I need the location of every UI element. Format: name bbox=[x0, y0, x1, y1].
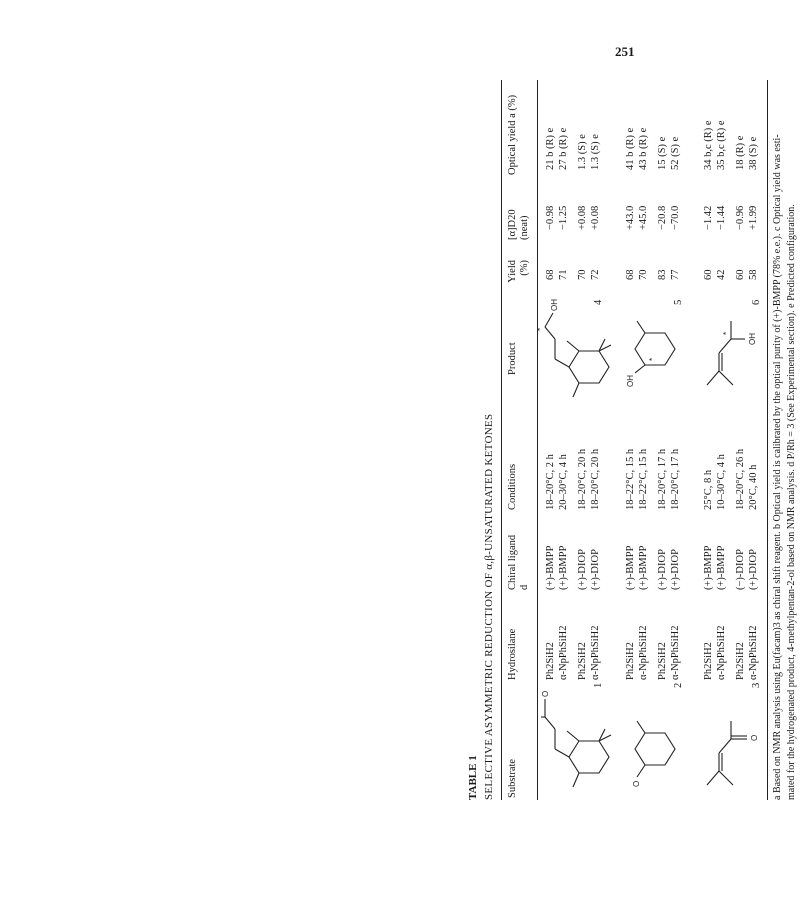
silane: Ph2SiH2 bbox=[577, 642, 588, 680]
optical: 15 (S) e bbox=[657, 136, 668, 170]
header-yield: Yield (%) bbox=[507, 260, 530, 283]
page-number: 251 bbox=[615, 44, 635, 59]
silane: Ph2SiH2 bbox=[703, 642, 714, 680]
header-substrate: Substrate bbox=[507, 758, 518, 798]
oxygen-label: O bbox=[632, 780, 641, 787]
optical: 18 (R) e bbox=[735, 135, 746, 170]
optical: 52 (S) e bbox=[670, 136, 681, 170]
yield: 83 bbox=[657, 269, 668, 280]
optical: 27 b (R) e bbox=[558, 127, 569, 170]
substrate-3-number: 3 bbox=[751, 682, 762, 688]
header-optical: Optical yield a (%) bbox=[507, 94, 518, 175]
conditions: 18–20°C, 20 h bbox=[577, 448, 588, 510]
ligand: (+)-BMPP bbox=[625, 545, 636, 590]
substrate-1-structure bbox=[541, 682, 615, 795]
ligand: (+)-DIOP bbox=[657, 549, 668, 590]
substrate-1-number: 1 bbox=[593, 682, 604, 688]
header-rule bbox=[537, 80, 538, 800]
table-caption: SELECTIVE ASYMMETRIC REDUCTION OF α,β-UNSATURATED KETONES bbox=[483, 413, 495, 800]
product-5-number: 5 bbox=[673, 299, 684, 305]
optical: 43 b (R) e bbox=[638, 127, 649, 170]
conditions: 10–30°C, 4 h bbox=[716, 454, 727, 510]
bottom-rule bbox=[767, 80, 768, 800]
header-ligand: Chiral ligand d bbox=[507, 534, 530, 590]
yield: 58 bbox=[748, 269, 759, 280]
oxygen-label: O bbox=[541, 690, 550, 697]
rotation: +0.08 bbox=[577, 205, 588, 230]
footnote-line-2: mated for the hydrogenated product, 4-methylpentan-2-ol based on NMR analysis. d P/Rh = 3 (See Experimental section). e Predicted configuration. bbox=[786, 204, 797, 800]
rotation: −70.0 bbox=[670, 205, 681, 230]
hydroxyl-label: OH bbox=[748, 333, 757, 345]
yield: 42 bbox=[716, 269, 727, 280]
ligand: (+)-DIOP bbox=[590, 549, 601, 590]
hydroxyl-label: OH bbox=[550, 299, 559, 311]
substrate-2-number: 2 bbox=[673, 682, 684, 688]
yield: 77 bbox=[670, 269, 681, 280]
silane: Ph2SiH2 bbox=[657, 642, 668, 680]
conditions: 18–22°C, 15 h bbox=[638, 448, 649, 510]
ligand: (+)-BMPP bbox=[703, 545, 714, 590]
silane: Ph2SiH2 bbox=[545, 642, 556, 680]
rotation: +45.0 bbox=[638, 205, 649, 230]
yield: 70 bbox=[638, 269, 649, 280]
yield: 60 bbox=[735, 269, 746, 280]
yield: 70 bbox=[577, 269, 588, 280]
ligand: (+)-BMPP bbox=[558, 545, 569, 590]
rotation: −20.8 bbox=[657, 205, 668, 230]
conditions: 18–20°C, 2 h bbox=[545, 454, 556, 510]
conditions: 18–20°C, 17 h bbox=[670, 448, 681, 510]
ligand: (+)-DIOP bbox=[577, 549, 588, 590]
ligand: (+)-DIOP bbox=[748, 549, 759, 590]
product-4-number: 4 bbox=[593, 299, 604, 305]
conditions: 18–20°C, 17 h bbox=[657, 448, 668, 510]
header-rotation: [α]D20 (neat) bbox=[507, 209, 530, 240]
rotation: −0.98 bbox=[545, 205, 556, 230]
rotation: −1.25 bbox=[558, 205, 569, 230]
table-label: TABLE 1 bbox=[467, 755, 479, 800]
optical: 34 b,c (R) e bbox=[703, 120, 714, 170]
stereo-star: * bbox=[722, 331, 731, 335]
ligand: (+)-BMPP bbox=[716, 545, 727, 590]
conditions: 18–20°C, 26 h bbox=[735, 448, 746, 510]
conditions: 20–30°C, 4 h bbox=[558, 454, 569, 510]
optical: 38 (S) e bbox=[748, 136, 759, 170]
rotation: +43.0 bbox=[625, 205, 636, 230]
product-6-number: 6 bbox=[751, 299, 762, 305]
rotation: −1.42 bbox=[703, 205, 714, 230]
oxygen-label: O bbox=[750, 734, 759, 741]
yield: 68 bbox=[625, 269, 636, 280]
rotated-table bbox=[465, 80, 805, 800]
stereo-star: * bbox=[648, 357, 657, 361]
rotation: +1.99 bbox=[748, 205, 759, 230]
ligand: (+)-BMPP bbox=[638, 545, 649, 590]
optical: 41 b (R) e bbox=[625, 127, 636, 170]
conditions: 25°C, 8 h bbox=[703, 469, 714, 510]
silane: Ph2SiH2 bbox=[625, 642, 636, 680]
yield: 71 bbox=[558, 269, 569, 280]
conditions: 18–20°C, 20 h bbox=[590, 448, 601, 510]
header-product: Product bbox=[507, 342, 518, 375]
product-4-structure bbox=[536, 295, 615, 405]
ligand: (+)-DIOP bbox=[670, 549, 681, 590]
optical: 21 b (R) e bbox=[545, 127, 556, 170]
silane: α-NpPhSiH2 bbox=[558, 625, 569, 680]
top-rule bbox=[501, 80, 502, 800]
silane: Ph2SiH2 bbox=[735, 642, 746, 680]
yield: 72 bbox=[590, 269, 601, 280]
conditions: 20°C, 40 h bbox=[748, 464, 759, 510]
silane: α-NpPhSiH2 bbox=[590, 625, 601, 680]
stereo-star: * bbox=[536, 327, 545, 331]
rotation: −0.96 bbox=[735, 205, 746, 230]
optical: 35 b,c (R) e bbox=[716, 120, 727, 170]
footnote-line-1: a Based on NMR analysis using Eu(facam)3 as chiral shift reagent. b Optical yield is calibrated by the optical purity of (+)-BMPP (78% e.e.). c Optical yield was esti- bbox=[772, 134, 783, 800]
substrate-3-structure bbox=[697, 682, 765, 795]
yield: 60 bbox=[703, 269, 714, 280]
conditions: 18–22°C, 15 h bbox=[625, 448, 636, 510]
rotation: −1.44 bbox=[716, 205, 727, 230]
substrate-2-structure bbox=[615, 682, 695, 795]
ligand: (+)-BMPP bbox=[545, 545, 556, 590]
rotation: +0.08 bbox=[590, 205, 601, 230]
ligand: (−)-DIOP bbox=[735, 549, 746, 590]
optical: 1.3 (S) e bbox=[590, 134, 601, 170]
silane: α-NpPhSiH2 bbox=[748, 625, 759, 680]
header-conditions: Conditions bbox=[507, 463, 518, 510]
yield: 68 bbox=[545, 269, 556, 280]
silane: α-NpPhSiH2 bbox=[670, 625, 681, 680]
silane: α-NpPhSiH2 bbox=[716, 625, 727, 680]
silane: α-NpPhSiH2 bbox=[638, 625, 649, 680]
hydroxyl-label: OH bbox=[626, 375, 635, 387]
header-hydrosilane: Hydrosilane bbox=[507, 628, 518, 680]
optical: 1.3 (S) e bbox=[577, 134, 588, 170]
